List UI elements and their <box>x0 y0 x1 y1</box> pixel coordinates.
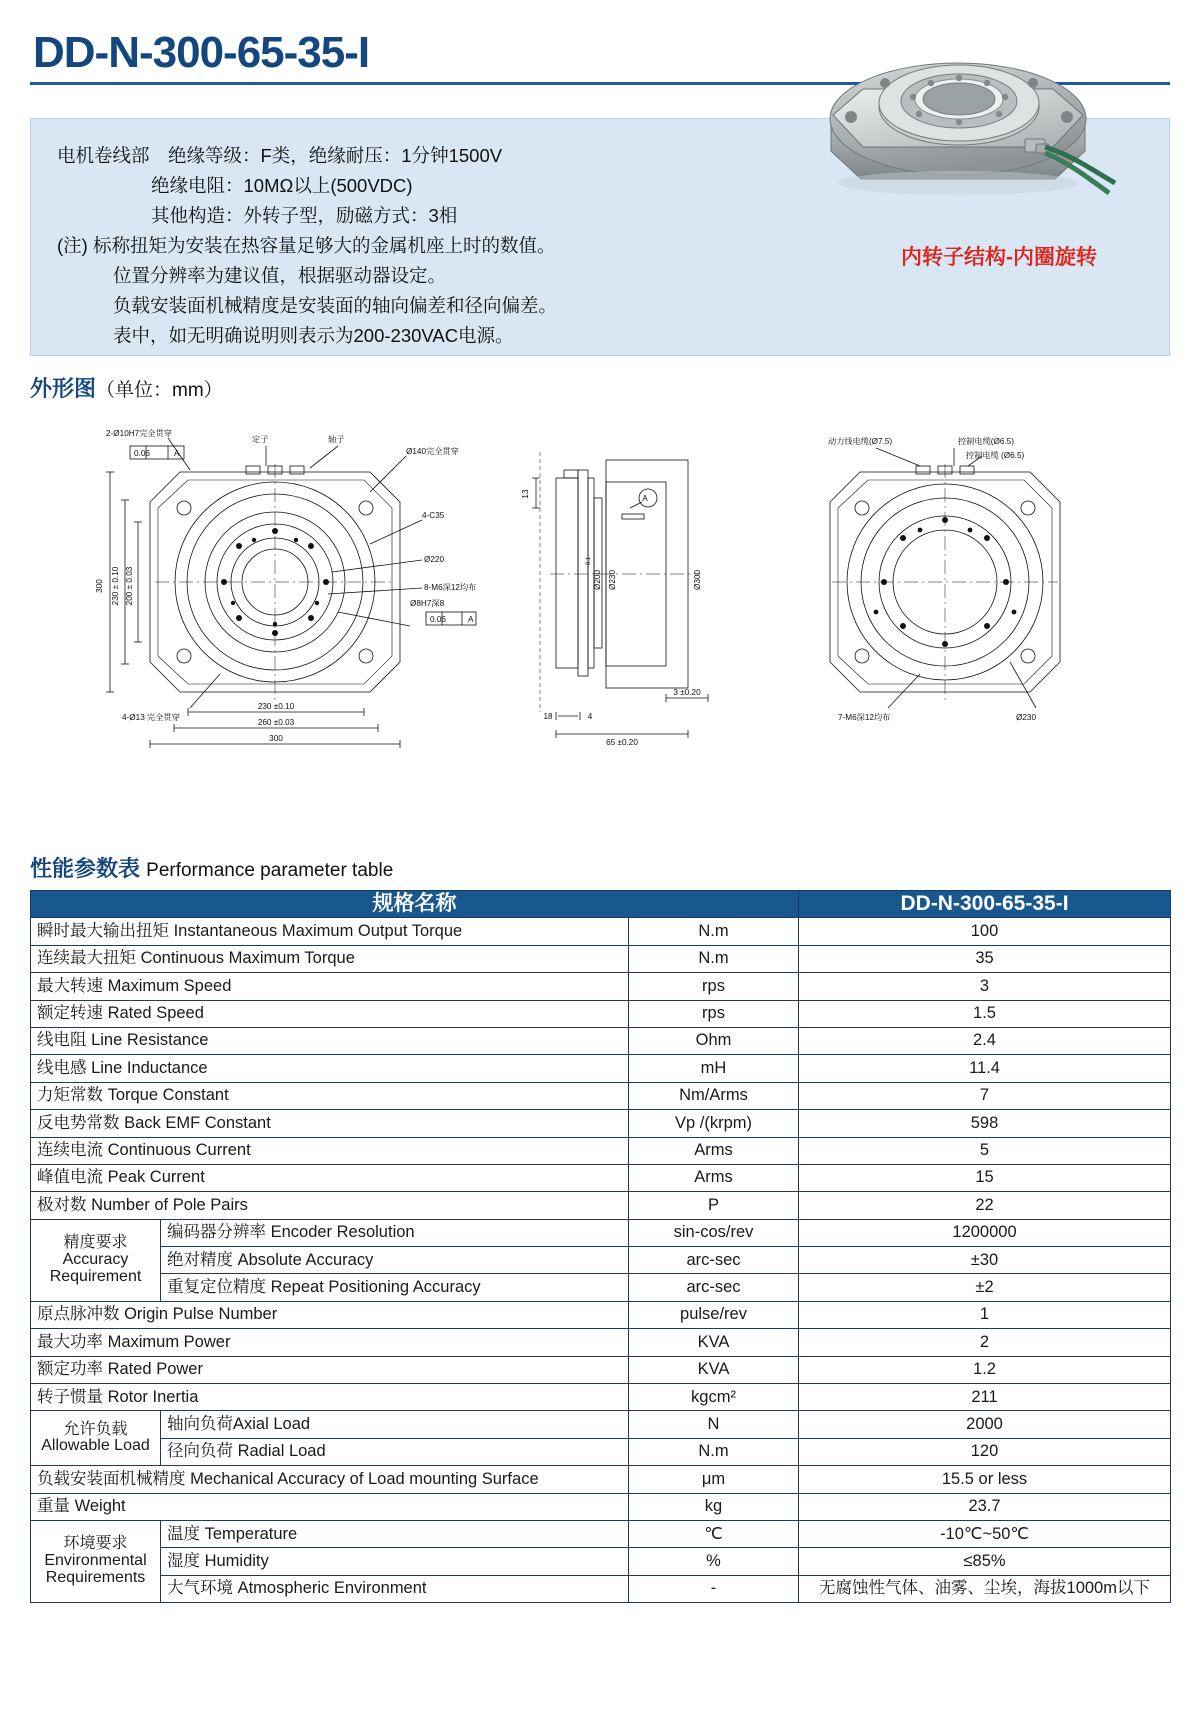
row-unit: KVA <box>629 1329 799 1356</box>
group-label-load-cn: 允许负载 <box>63 1420 128 1438</box>
header-model: DD-N-300-65-35-I <box>799 891 1171 918</box>
row-unit: Nm/Arms <box>629 1082 799 1109</box>
row-value: 15 <box>799 1164 1171 1191</box>
dim-side-13: 13 <box>521 489 530 499</box>
row-label: 最大转速 Maximum Speed <box>31 973 629 1000</box>
row-label: 轴向负荷Axial Load <box>161 1411 629 1438</box>
group-label-load <box>31 1411 161 1466</box>
row-label: 大气环境 Atmospheric Environment <box>161 1575 629 1602</box>
label-front-d220: Ø220 <box>424 555 445 564</box>
label-front-bore: Ø140完全贯穿 <box>406 447 459 456</box>
table-row-load-2 <box>31 1438 1171 1465</box>
row-value: 1200000 <box>799 1219 1171 1246</box>
row-unit: arc-sec <box>629 1247 799 1274</box>
row-value: 3 <box>799 973 1171 1000</box>
rotor-structure-label: 内转子结构-内圈旋转 <box>901 246 1097 269</box>
table-row <box>31 1356 1171 1383</box>
label-front-stator: 定子 <box>252 435 269 444</box>
row-unit: kg <box>629 1493 799 1520</box>
group-label-accuracy-cn: 精度要求 <box>63 1234 128 1252</box>
table-row-env-1 <box>31 1520 1171 1547</box>
row-label: 径向负荷 Radial Load <box>161 1438 629 1465</box>
dim-side-3: 3 ±0.20 <box>673 688 701 697</box>
dim-front-260h: 260 ±0.03 <box>257 718 295 727</box>
performance-heading-en: Performance parameter table <box>146 860 394 881</box>
group-label-load-en: Allowable Load <box>41 1437 150 1455</box>
group-label-env-cn: 环境要求 <box>63 1535 128 1553</box>
row-label: 重量 Weight <box>31 1493 629 1520</box>
table-row <box>31 1055 1171 1082</box>
row-value: 2000 <box>799 1411 1171 1438</box>
label-rear-d230: Ø230 <box>1016 713 1037 722</box>
note-line-4: (注) 标称扭矩为安装在热容量足够大的金属机座上时的数值。 <box>57 234 556 256</box>
row-unit: KVA <box>629 1356 799 1383</box>
label-rear-power-cable: 动力线电缆(Ø7.5) <box>828 437 893 446</box>
row-value: 1.5 <box>799 1000 1171 1027</box>
table-row <box>31 1082 1171 1109</box>
motor-photo <box>793 23 1123 235</box>
dim-front-200v: 200 ± 0.03 <box>125 566 134 606</box>
row-label: 连续最大扭矩 Continuous Maximum Torque <box>31 945 629 972</box>
table-row-accuracy-2 <box>31 1247 1171 1274</box>
row-label: 额定功率 Rated Power <box>31 1356 629 1383</box>
label-front-d8h7: Ø8H7深8 <box>410 599 445 608</box>
dim-side-small-tol: -0.1 <box>586 556 592 568</box>
row-value: 22 <box>799 1192 1171 1219</box>
row-value: ≤85% <box>799 1548 1171 1575</box>
performance-heading <box>30 852 1170 883</box>
outline-heading-unit: （单位：mm） <box>96 380 223 401</box>
row-label: 线电阻 Line Resistance <box>31 1027 629 1054</box>
note-line-1: 电机卷线部 绝缘等级：F类，绝缘耐压：1分钟1500V <box>57 145 503 166</box>
label-front-datum1: A <box>174 449 180 458</box>
note-line-5: 位置分辨率为建议值，根据驱动器设定。 <box>113 264 447 286</box>
row-label: 额定转速 Rated Speed <box>31 1000 629 1027</box>
group-label-accuracy-en1: Accuracy <box>62 1250 129 1268</box>
page-title: DD-N-300-65-35-I <box>33 28 370 77</box>
table-row-load-1 <box>31 1411 1171 1438</box>
label-front-top-left: 2-Ø10H7完全贯穿 <box>106 429 172 438</box>
row-value: 2 <box>799 1329 1171 1356</box>
table-row <box>31 1384 1171 1411</box>
row-unit: N.m <box>629 918 799 945</box>
table-row <box>31 1027 1171 1054</box>
performance-section <box>30 852 1170 1598</box>
row-unit: Ohm <box>629 1027 799 1054</box>
row-label: 峰值电流 Peak Current <box>31 1164 629 1191</box>
header-spec-name: 规格名称 <box>31 891 799 918</box>
performance-table <box>30 890 1171 1603</box>
row-unit: Arms <box>629 1164 799 1191</box>
row-unit: N <box>629 1411 799 1438</box>
row-value: 1.2 <box>799 1356 1171 1383</box>
note-line-7: 表中，如无明确说明则表示为200-230VAC电源。 <box>113 324 514 346</box>
row-value: 598 <box>799 1110 1171 1137</box>
row-value: 120 <box>799 1438 1171 1465</box>
row-unit: kgcm² <box>629 1384 799 1411</box>
label-front-chamfer: 4-C35 <box>422 511 445 520</box>
table-row <box>31 1000 1171 1027</box>
table-row-accuracy-3 <box>31 1274 1171 1301</box>
row-unit: sin-cos/rev <box>629 1219 799 1246</box>
group-label-env-en1: Environmental <box>44 1552 147 1570</box>
group-label-accuracy-en2: Requirement <box>49 1267 142 1285</box>
table-header-row <box>31 891 1171 918</box>
row-unit: Arms <box>629 1137 799 1164</box>
row-value: 2.4 <box>799 1027 1171 1054</box>
group-label-env-en2: Requirements <box>45 1568 146 1586</box>
table-row <box>31 1329 1171 1356</box>
row-unit: rps <box>629 973 799 1000</box>
outline-heading <box>30 372 1170 403</box>
table-row <box>31 1110 1171 1137</box>
row-unit: rps <box>629 1000 799 1027</box>
label-front-datum2: A <box>468 615 474 624</box>
dim-front-230v: 230 ± 0.10 <box>111 566 120 606</box>
dim-side-18: 18 <box>543 712 553 721</box>
note-line-3: 其他构造：外转子型，励磁方式：3相 <box>151 204 458 226</box>
table-row <box>31 1137 1171 1164</box>
row-unit: pulse/rev <box>629 1301 799 1328</box>
row-unit: P <box>629 1192 799 1219</box>
group-label-environment <box>31 1520 161 1602</box>
dim-front-230h: 230 ±0.10 <box>257 702 295 711</box>
row-unit: N.m <box>629 945 799 972</box>
technical-drawing <box>70 412 1140 762</box>
table-row-env-2 <box>31 1548 1171 1575</box>
row-value: 35 <box>799 945 1171 972</box>
row-unit: N.m <box>629 1438 799 1465</box>
label-front-bottom-left: 4-Ø13 完全贯穿 <box>122 713 180 722</box>
outline-drawing-section <box>30 372 1170 747</box>
note-line-6: 负载安装面机械精度是安装面的轴向偏差和径向偏差。 <box>113 294 558 316</box>
table-row <box>31 1301 1171 1328</box>
row-label: 绝对精度 Absolute Accuracy <box>161 1247 629 1274</box>
row-unit: μm <box>629 1466 799 1493</box>
row-label: 编码器分辨率 Encoder Resolution <box>161 1219 629 1246</box>
row-value: 15.5 or less <box>799 1466 1171 1493</box>
row-label: 瞬时最大输出扭矩 Instantaneous Maximum Output Torque <box>31 918 629 945</box>
row-label: 反电势常数 Back EMF Constant <box>31 1110 629 1137</box>
table-row <box>31 1493 1171 1520</box>
row-value: 7 <box>799 1082 1171 1109</box>
outline-heading-cn: 外形图 <box>30 376 97 401</box>
group-label-accuracy <box>31 1219 161 1301</box>
row-value: 100 <box>799 918 1171 945</box>
table-row <box>31 945 1171 972</box>
label-rear-m6: 7-M6深12均布 <box>838 713 891 722</box>
row-label: 负载安装面机械精度 Mechanical Accuracy of Load mounting Surface <box>31 1466 629 1493</box>
table-row-env-3 <box>31 1575 1171 1602</box>
row-label: 最大功率 Maximum Power <box>31 1329 629 1356</box>
dim-side-4: 4 <box>587 712 593 721</box>
dim-side-65: 65 ±0.20 <box>606 738 638 747</box>
row-value: 1 <box>799 1301 1171 1328</box>
label-front-tol1: 0.06 <box>134 449 150 458</box>
table-row <box>31 918 1171 945</box>
row-value: ±2 <box>799 1274 1171 1301</box>
row-label: 重复定位精度 Repeat Positioning Accuracy <box>161 1274 629 1301</box>
row-label: 连续电流 Continuous Current <box>31 1137 629 1164</box>
row-label: 转子惯量 Rotor Inertia <box>31 1384 629 1411</box>
label-front-rotor: 轴子 <box>328 435 345 444</box>
row-unit: Vp /(krpm) <box>629 1110 799 1137</box>
row-label: 原点脉冲数 Origin Pulse Number <box>31 1301 629 1328</box>
table-row <box>31 1466 1171 1493</box>
label-side-a: A <box>642 494 648 503</box>
row-value: ±30 <box>799 1247 1171 1274</box>
row-label: 温度 Temperature <box>161 1520 629 1547</box>
row-unit: - <box>629 1575 799 1602</box>
row-label: 线电感 Line Inductance <box>31 1055 629 1082</box>
row-unit: % <box>629 1548 799 1575</box>
table-row <box>31 1164 1171 1191</box>
row-unit: ℃ <box>629 1520 799 1547</box>
table-row <box>31 1192 1171 1219</box>
table-row <box>31 973 1171 1000</box>
row-label: 湿度 Humidity <box>161 1548 629 1575</box>
label-front-tol2: 0.06 <box>430 615 446 624</box>
row-value: 211 <box>799 1384 1171 1411</box>
row-unit: arc-sec <box>629 1274 799 1301</box>
dim-side-d200: Ø200 <box>593 569 602 591</box>
dim-front-300h: 300 <box>269 734 283 743</box>
row-unit: mH <box>629 1055 799 1082</box>
specification-note-text <box>57 141 747 351</box>
row-value: -10℃~50℃ <box>799 1520 1171 1547</box>
label-rear-ctrl-cable: 控制电缆(Ø6.5) <box>958 437 1014 446</box>
row-value: 5 <box>799 1137 1171 1164</box>
label-front-m6: 8-M6深12均布 <box>424 583 477 592</box>
specification-note-box <box>30 118 1170 356</box>
row-value: 11.4 <box>799 1055 1171 1082</box>
note-line-2: 绝缘电阻：10MΩ以上(500VDC) <box>151 174 413 196</box>
dim-side-d300: Ø300 <box>693 569 702 591</box>
row-label: 极对数 Number of Pole Pairs <box>31 1192 629 1219</box>
row-label: 力矩常数 Torque Constant <box>31 1082 629 1109</box>
performance-heading-cn: 性能参数表 <box>30 856 141 881</box>
row-value: 23.7 <box>799 1493 1171 1520</box>
label-rear-ctrl-cable2: 控制电缆 (Ø6.5) <box>966 451 1025 460</box>
dim-front-300v: 300 <box>95 579 104 593</box>
table-row-accuracy-1 <box>31 1219 1171 1246</box>
row-value: 无腐蚀性气体、油雾、尘埃，海拔1000m以下 <box>799 1575 1171 1602</box>
dim-side-d230: Ø230 <box>608 569 617 591</box>
